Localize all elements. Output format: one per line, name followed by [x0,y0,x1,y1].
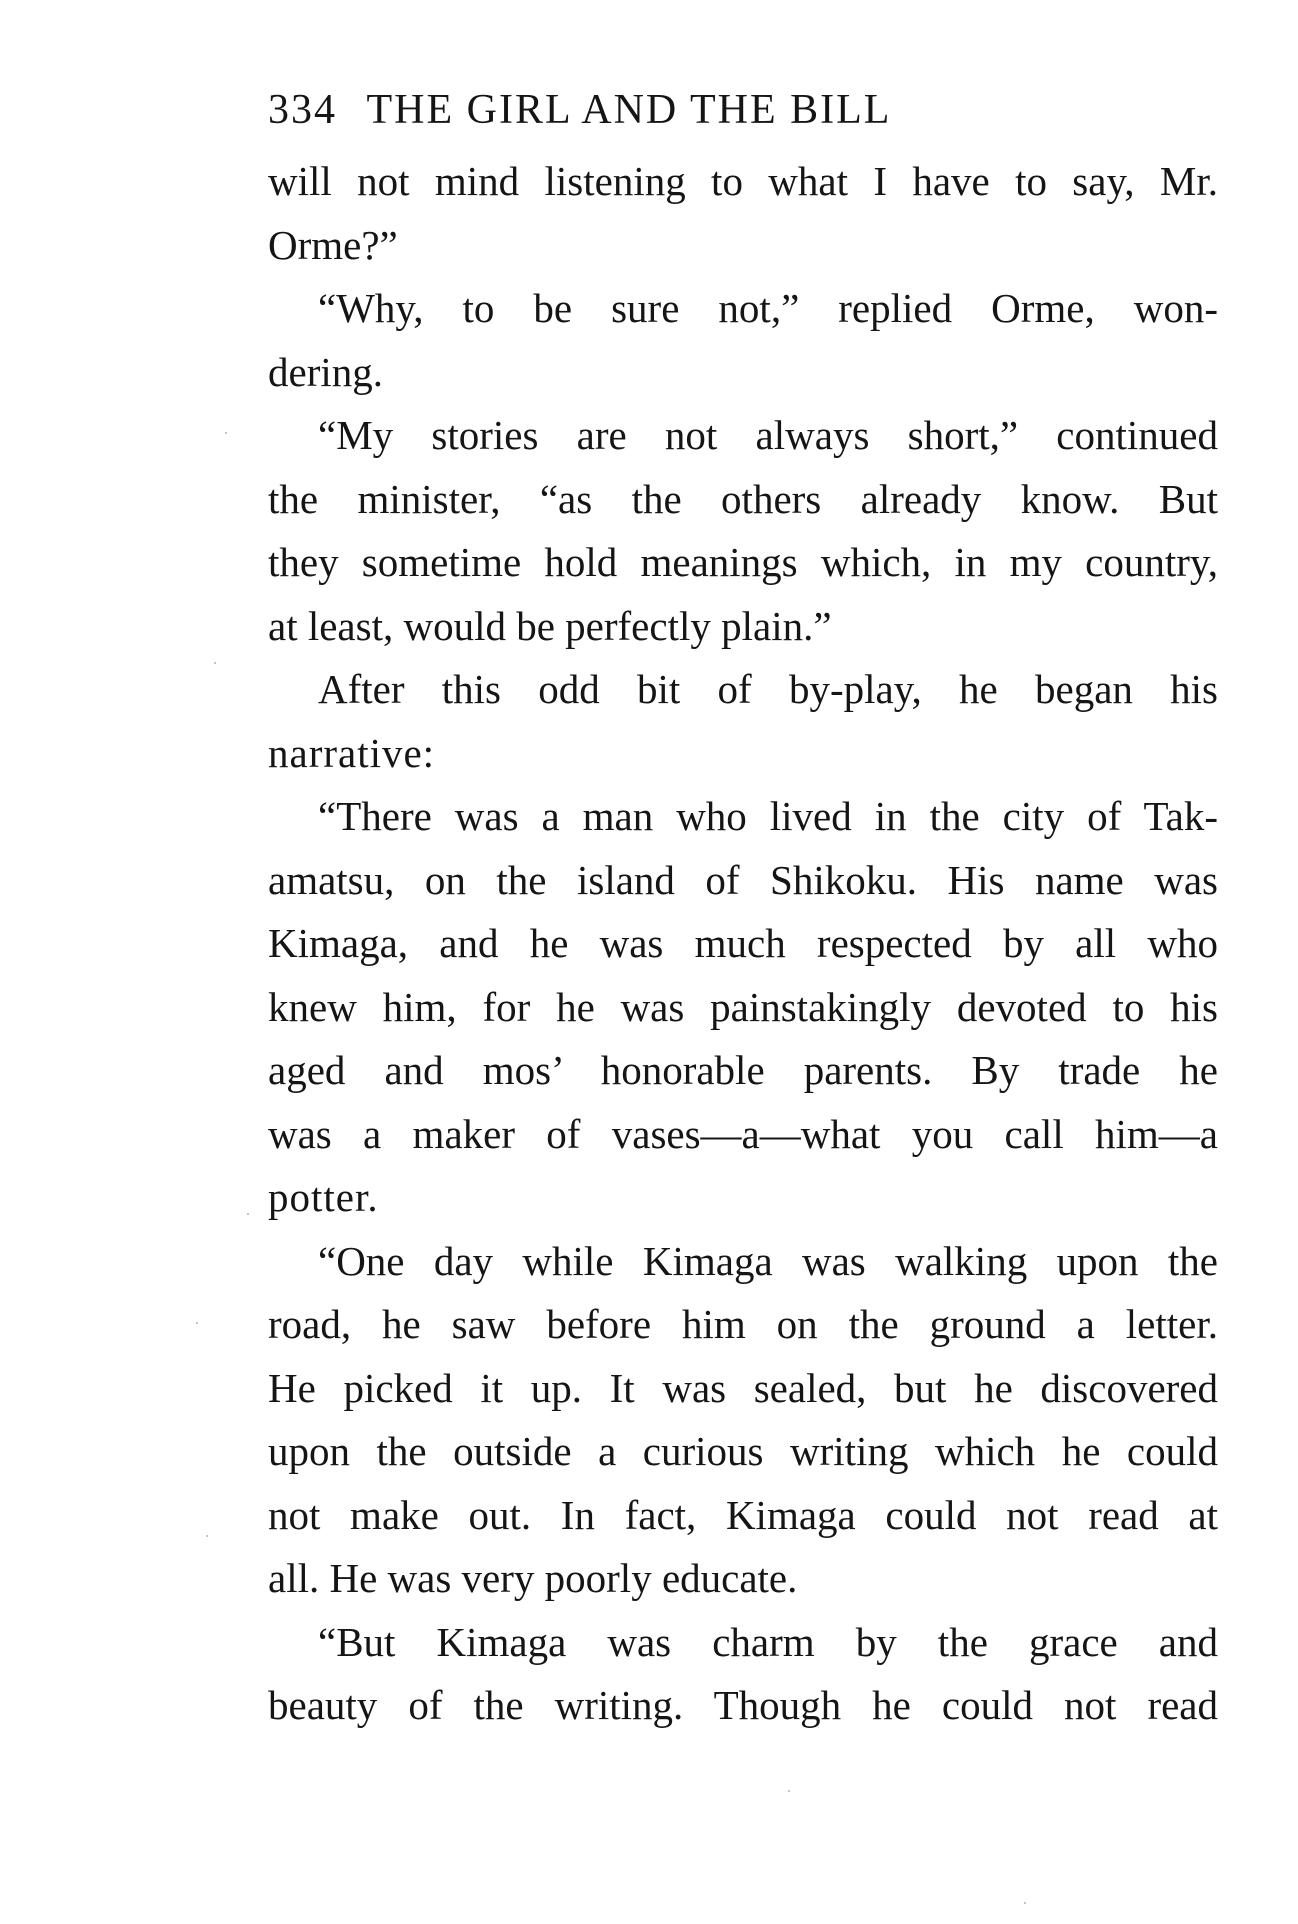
text-line: narrative: [268,729,436,776]
text-line: He picked it up. It was sealed, but he discovered [268,1364,1218,1411]
paper-speck [247,1213,249,1215]
text-line: was a maker of vases—a—what you call him—a [268,1110,1218,1157]
text-line: Kimaga, and he was much respected by all who [268,920,1218,966]
paper-speck [206,1535,208,1537]
text-line: they sometime hold meanings which, in my country, [268,539,1218,585]
text-line: amatsu, on the island of Shikoku. His name was [268,856,1218,903]
text-line: beauty of the writing. Though he could not read [268,1682,1218,1728]
text-line: will not mind listening to what I have to say, Mr. [268,158,1218,204]
text-line: upon the outside a curious writing which he could [268,1428,1218,1474]
text-line: aged and mos’ honorable parents. By trade he [268,1047,1218,1093]
body-text [268,150,1218,1738]
paper-speck [1024,1902,1026,1904]
page-header [268,86,1218,146]
text-line: “There was a man who lived in the city of Tak- [318,793,1218,839]
paper-speck [214,662,216,664]
text-line: all. He was very poorly educate. [268,1555,798,1601]
running-title: THE GIRL AND THE BILL [366,87,892,133]
text-line: “But Kimaga was charm by the grace and [318,1618,1218,1665]
page-number: 334 [268,87,337,133]
text-line: road, he saw before him on the ground a letter. [268,1301,1218,1347]
text-line: “One day while Kimaga was walking upon the [318,1237,1218,1284]
text-line: “My stories are not always short,” continued [318,412,1218,458]
text-line: dering. [268,348,383,395]
text-line: “Why, to be sure not,” replied Orme, won- [318,285,1218,331]
text-line: potter. [268,1174,379,1220]
text-line: not make out. In fact, Kimaga could not read at [268,1491,1218,1538]
paper-speck [788,1790,790,1792]
paper-speck [225,432,227,434]
text-line: knew him, for he was painstakingly devoted to his [268,983,1218,1030]
text-line: After this odd bit of by-play, he began his [318,666,1218,712]
text-line: at least, would be perfectly plain.” [268,602,832,649]
text-line: the minister, “as the others already know. But [268,475,1218,522]
text-line: Orme?” [268,221,398,268]
paper-speck [196,1322,198,1324]
